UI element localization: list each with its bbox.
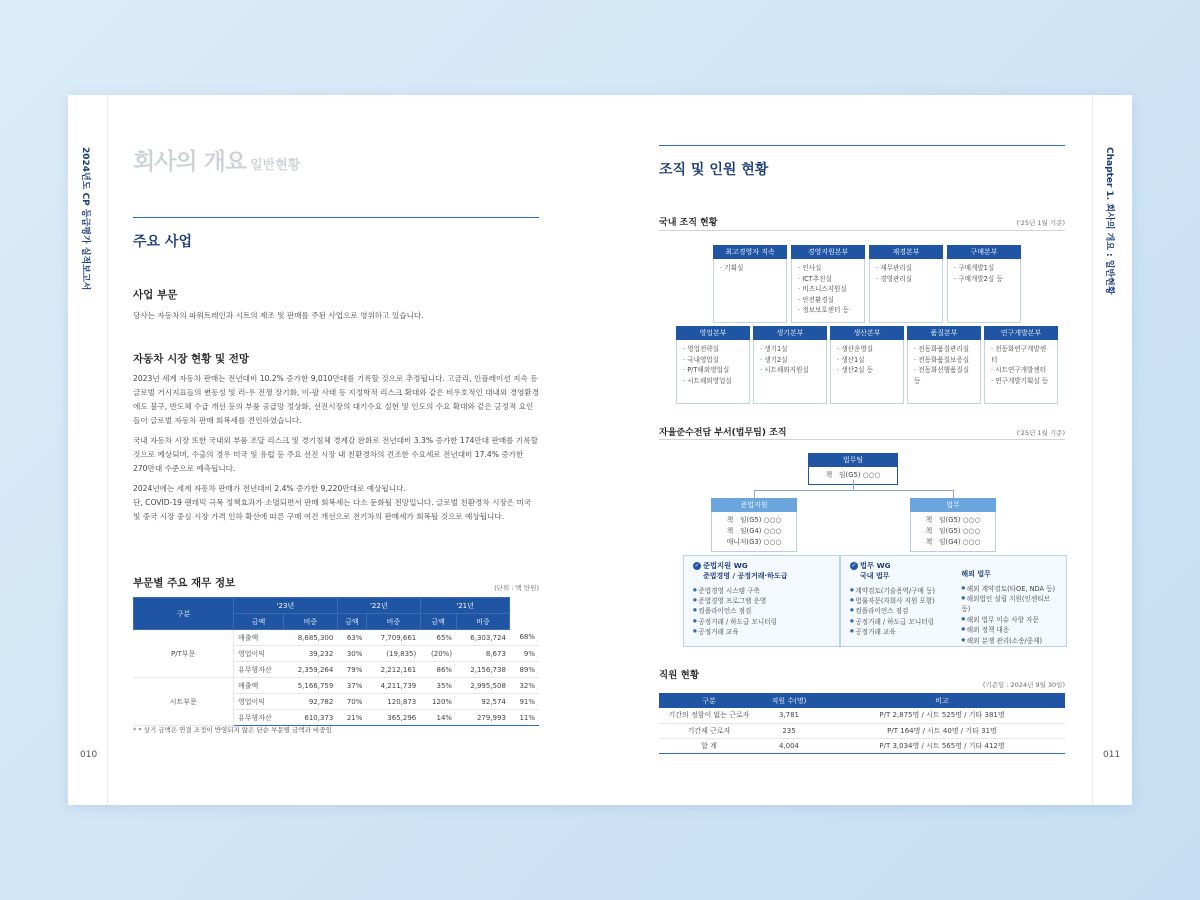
emp-header: 직원 수(명) <box>759 693 819 708</box>
org-unit-item: · 구매개발1실 <box>954 263 1014 274</box>
wg-legal-box <box>840 555 1067 647</box>
wg-domestic <box>850 571 949 646</box>
dept-member: 책 임(G5) ○○○ <box>925 516 981 524</box>
emp-cell: P/T 3,034명 / 시트 565명 / 기타 412명 <box>819 738 1065 753</box>
dept-members <box>910 512 996 552</box>
org-unit-list <box>676 340 750 404</box>
org-unit-list <box>984 340 1058 404</box>
org-unit-list <box>947 259 1021 323</box>
org-unit-item: · 영업전략실 <box>683 344 743 355</box>
wg-task-item: ● 공정거래 / 하도급 모니터링 <box>693 617 830 627</box>
wg-task-item: ● 해외법인 설립 지원(인센티브 등) <box>961 594 1057 615</box>
cp-heading: 자율준수전담 부서(법무팀) 조직 <box>659 428 787 438</box>
wg-task-item: ● 공정거래 / 하도급 모니터링 <box>850 617 949 627</box>
org-unit-item: · 구매개발2실 등 <box>954 274 1014 285</box>
connector-line <box>953 490 954 498</box>
chapter-subtitle: 일반현황 <box>250 158 301 173</box>
org-unit-item: · 생기1실 <box>760 344 820 355</box>
wg-task-item: ● 법률자문(자회사 지원 포함) <box>850 596 949 606</box>
fin-heading: 부문별 주요 재무 정보 <box>133 577 236 589</box>
wg-subtitle: 준법경영 / 공정거래·하도급 <box>703 572 788 581</box>
biz-heading: 사업 부문 <box>133 289 178 301</box>
fin-cell: 91% <box>510 694 539 710</box>
emp-cell: 합 계 <box>659 738 759 753</box>
fin-cell: 68% <box>510 630 539 646</box>
spine-right-label: Chapter 1. 회사의 개요 : 일반현황 <box>1104 147 1114 295</box>
fin-cell: 279,993 <box>456 710 510 726</box>
wg-task-item: ● 컴플라이언스 점검 <box>850 606 949 616</box>
dept-member: 책 임(G4) ○○○ <box>925 538 981 546</box>
page-number-left: 010 <box>80 750 98 760</box>
fin-item-label: 영업이익 <box>234 646 284 662</box>
wg-task-item: ● 해외 계약검토(타OE, NDA 등) <box>961 584 1057 594</box>
fin-cell: 89% <box>510 662 539 678</box>
org-unit-title: 영업본부 <box>676 326 750 340</box>
fin-header-group: 구분 <box>134 598 234 630</box>
fin-cell: 8,673 <box>456 646 510 662</box>
fin-cell: 32% <box>510 678 539 694</box>
org-unit-item: · 비즈니스지원실 <box>798 284 858 295</box>
dept-member: 매니저(G3) ○○○ <box>726 538 782 546</box>
cp-team-member: 책 임(G5) ○○○ <box>808 467 898 485</box>
biz-text: 당사는 자동차의 파워트레인과 시트의 제조 및 판매를 주된 사업으로 영위하고 있습니다. <box>133 311 424 320</box>
fin-cell: 4,211,739 <box>366 678 420 694</box>
dept-title: 법무 <box>910 498 996 512</box>
wg-overseas <box>961 569 1057 646</box>
fin-cell: 2,995,508 <box>456 678 510 694</box>
table-row <box>659 723 1065 738</box>
section-rule <box>133 217 539 218</box>
dept-member: 책 임(G5) ○○○ <box>925 527 981 535</box>
fin-cell: 365,296 <box>366 710 420 726</box>
org-unit-title: 연구개발본부 <box>984 326 1058 340</box>
fin-cell: 86% <box>420 662 456 678</box>
fin-cell: 30% <box>337 646 366 662</box>
report-spread <box>68 95 1132 805</box>
fin-cell: (19,835) <box>366 646 420 662</box>
fin-cell: 9% <box>510 646 539 662</box>
fin-cell: 2,156,738 <box>456 662 510 678</box>
org-unit <box>676 326 750 404</box>
org-unit-title: 구매본부 <box>947 245 1021 259</box>
org-unit-item: · 시트해외영업실 <box>683 376 743 387</box>
org-unit-list <box>869 259 943 323</box>
fin-cell: 39,232 <box>284 646 338 662</box>
wg-legal-columns <box>850 571 1057 646</box>
market-paragraph: 2023년 세계 자동차 판매는 전년대비 10.2% 증가한 9,010만대를 기록할 것으로 추정됩니다. 고금리, 인플레이션 지속 등 글로벌 거시지표들의 변동성 및 러-우 전쟁 장기화, 이-팔 사태 등 지정학적 리스크 확대와 같은 비우호적인 대내외 경영환경에도 불구, 반도체 수급 개선 등의 부품 공급망 정상화, 선진시장의 대기수요 실현 및 인도의 수요 확대와 같은 긍정적 요인들이 글로벌 자동차 판매 회복세를 견인하였습니다. <box>133 374 539 425</box>
org-rule <box>659 230 1065 231</box>
org-unit-item: · 전동화품질관리실 <box>914 344 974 355</box>
org-unit-list <box>907 340 981 404</box>
cp-date: ('25년 1월 기준) <box>1016 429 1065 437</box>
fin-header-ratio: 비중 <box>366 614 420 630</box>
table-row <box>134 678 540 694</box>
org-unit <box>713 245 787 323</box>
org-unit-item: · 정보보호센터 등 <box>798 305 858 316</box>
emp-cell: 235 <box>759 723 819 738</box>
table-row <box>134 630 540 646</box>
fin-cell: 65% <box>420 630 456 646</box>
fin-cell: 8,685,300 <box>284 630 338 646</box>
check-icon: ✓ <box>851 562 857 569</box>
dept-member: 책 임(G4) ○○○ <box>726 527 782 535</box>
org-unit-item: · 재무관리실 <box>876 263 936 274</box>
fin-item-label: 매출액 <box>234 630 284 646</box>
org-unit-item: · 생산운영실 <box>837 344 897 355</box>
wg-task-item: ● 해외 법무 이슈 사항 자문 <box>961 615 1057 625</box>
wg-subtitle: 국내 법무 <box>860 572 890 581</box>
emp-header: 비고 <box>819 693 1065 708</box>
dept-member: 책 임(G5) ○○○ <box>726 516 782 524</box>
fin-cell: 120% <box>420 694 456 710</box>
org-unit-title: 경영지원본부 <box>791 245 865 259</box>
cp-dept-compliance <box>711 498 797 552</box>
org-unit-item: · 생산2실 등 <box>837 365 897 376</box>
dept-title: 준법지원 <box>711 498 797 512</box>
page-number-right: 011 <box>1103 750 1121 760</box>
wg-task-item: ● 공정거래 교육 <box>693 627 830 637</box>
emp-cell: 기간제 근로자 <box>659 723 759 738</box>
emp-cell: 3,781 <box>759 708 819 723</box>
fin-note-text: * 상기 금액은 연결 조정이 반영되지 않은 단순 부문별 금액과 비중임 <box>138 726 332 734</box>
wg-subtitle: 해외 법무 <box>961 570 991 579</box>
fin-header-amount: 금액 <box>337 614 366 630</box>
fin-cell: 92,782 <box>284 694 338 710</box>
section-title-main-business: 주요 사업 <box>133 234 192 250</box>
org-unit <box>791 245 865 323</box>
spine-left-label: 2024년도 CP 등급평가 실적보고서 <box>80 147 90 291</box>
wg-task-item: ● 준법경영 프로그램 운영 <box>693 596 830 606</box>
emp-table-wrap <box>659 693 1065 754</box>
fin-item-label: 유무형자산 <box>234 710 284 726</box>
org-unit-item: · P/T해외영업실 <box>683 365 743 376</box>
fin-cell: 6,303,724 <box>456 630 510 646</box>
market-paragraph: 단, COVID-19 팬데믹 극복 정책효과가 소멸되면서 판매 회복세는 다소 둔화될 전망입니다. 글로벌 친환경차 시장은 미국 및 중국 시장 중심 시장 가격 인하 확산에 따른 구매 여건 개선으로 전기차의 판매세가 회복될 것으로 예상됩니다. <box>133 498 532 521</box>
wg-task-list <box>693 586 830 638</box>
org-unit-list <box>830 340 904 404</box>
right-top-rule <box>659 145 1065 146</box>
wg-task-item: ● 컴플라이언스 점검 <box>693 606 830 616</box>
emp-date: (기준일 : 2024년 9월 30일) <box>982 681 1065 689</box>
fin-cell: 5,166,759 <box>284 678 338 694</box>
cp-team-title: 법무팀 <box>808 453 898 467</box>
fin-header-year: '21년 <box>420 598 510 614</box>
fin-cell: 7,709,661 <box>366 630 420 646</box>
emp-table-body <box>659 708 1065 753</box>
org-unit-title: 최고경영자 직속 <box>713 245 787 259</box>
org-unit-item: · 전동화품질보증실 <box>914 355 974 366</box>
fin-group-label: 시트부문 <box>134 678 234 726</box>
cp-rule <box>659 439 1065 440</box>
wg-task-item: ● 해외 분쟁 관리(소송/중재) <box>961 636 1057 646</box>
fin-header-ratio: 비중 <box>284 614 338 630</box>
org-unit-item: · 기획실 <box>720 263 780 274</box>
wg-task-list <box>961 584 1057 646</box>
financial-table <box>133 597 539 726</box>
market-text <box>133 372 539 524</box>
org-unit-item: · 전동화연구개발센터 <box>991 344 1051 365</box>
fin-unit: (단위 : 백 만원) <box>494 584 539 592</box>
fin-header-ratio: 비중 <box>456 614 510 630</box>
org-unit-title: 재경본부 <box>869 245 943 259</box>
fin-cell: 35% <box>420 678 456 694</box>
fin-header-year: '22년 <box>337 598 420 614</box>
wg-title-text: 법무 WG <box>860 561 891 570</box>
org-unit-list <box>753 340 827 404</box>
wg-task-list <box>850 586 949 638</box>
org-unit <box>907 326 981 404</box>
market-paragraph: 2024년에는 세계 자동차 판매가 전년대비 2.4% 증가한 9,220만대로 예상됩니다. <box>133 484 406 493</box>
wg-task-item: ● 준법경영 시스템 구축 <box>693 586 830 596</box>
org-unit-item: · 생기2실 <box>760 355 820 366</box>
fin-header-amount: 금액 <box>420 614 456 630</box>
emp-header: 구분 <box>659 693 759 708</box>
fin-cell: 63% <box>337 630 366 646</box>
emp-cell: 4,004 <box>759 738 819 753</box>
org-unit-item: · 시트해외지원실 <box>760 365 820 376</box>
org-unit-item: · 안전환경실 <box>798 295 858 306</box>
connector-line <box>853 480 854 490</box>
wg-task-item: ● 계약검토(기술용역/구매 등) <box>850 586 949 596</box>
emp-cell: 기간의 정함이 없는 근로자 <box>659 708 759 723</box>
fin-cell: 11% <box>510 710 539 726</box>
wg-compliance-box <box>683 555 840 647</box>
market-heading: 자동차 시장 현황 및 전망 <box>133 353 250 365</box>
org-unit-list <box>713 259 787 323</box>
fin-cell: 610,373 <box>284 710 338 726</box>
org-unit-item: · 경영관리실 <box>876 274 936 285</box>
org-unit-title: 생산본부 <box>830 326 904 340</box>
fin-cell: (20%) <box>420 646 456 662</box>
emp-cell: P/T 2,875명 / 시트 525명 / 기타 381명 <box>819 708 1065 723</box>
wg-title-text: 준법지원 WG <box>703 561 748 570</box>
org-unit <box>984 326 1058 404</box>
org-heading: 국내 조직 현황 <box>659 218 718 228</box>
org-unit-title: 품질본부 <box>907 326 981 340</box>
dept-members <box>711 512 797 552</box>
org-unit-list <box>791 259 865 323</box>
fin-cell: 14% <box>420 710 456 726</box>
fin-item-label: 영업이익 <box>234 694 284 710</box>
org-unit-item: · 시트연구개발센터 <box>991 365 1051 376</box>
wg-task-item: ● 공정거래 교육 <box>850 627 949 637</box>
fin-item-label: 매출액 <box>234 678 284 694</box>
fin-cell: 120,873 <box>366 694 420 710</box>
fin-item-label: 유무형자산 <box>234 662 284 678</box>
check-icon: ✓ <box>694 562 700 569</box>
fin-table-wrap <box>133 597 539 726</box>
fin-group-label: P/T부문 <box>134 630 234 678</box>
fin-cell: 37% <box>337 678 366 694</box>
employee-table <box>659 693 1065 754</box>
table-row <box>659 738 1065 753</box>
connector-line <box>754 490 755 498</box>
wg-title <box>693 561 830 571</box>
chapter-title: 회사의 개요 <box>133 149 247 175</box>
chapter-header <box>133 143 300 176</box>
fin-header-year: '23년 <box>234 598 338 614</box>
org-unit-item: · 연구개발기획실 등 <box>991 376 1051 387</box>
org-date: ('25년 1월 기준) <box>1016 219 1065 227</box>
org-unit-item: · 전동화선행품질실 등 <box>914 365 974 386</box>
fin-cell: 70% <box>337 694 366 710</box>
emp-heading: 직원 현황 <box>659 670 700 681</box>
org-unit-item: · 국내영업실 <box>683 355 743 366</box>
org-unit-item: · ICT추진실 <box>798 274 858 285</box>
cp-dept-legal <box>910 498 996 552</box>
org-unit <box>753 326 827 404</box>
fin-note: * * 상기 금액은 연결 조정이 반영되지 않은 단순 부문별 금액과 비중임 <box>133 726 332 734</box>
fin-header-amount: 금액 <box>234 614 284 630</box>
wg-task-item: ● 해외 정책 대응 <box>961 625 1057 635</box>
org-unit <box>830 326 904 404</box>
org-unit-title: 생기본부 <box>753 326 827 340</box>
org-unit-item: · 생산1실 <box>837 355 897 366</box>
fin-table-body <box>134 630 540 726</box>
table-row <box>659 708 1065 723</box>
connector-line <box>754 490 954 491</box>
fin-cell: 2,359,264 <box>284 662 338 678</box>
org-unit <box>947 245 1021 323</box>
fin-cell: 92,574 <box>456 694 510 710</box>
emp-cell: P/T 164명 / 시트 40명 / 기타 31명 <box>819 723 1065 738</box>
org-unit-item: · 인사실 <box>798 263 858 274</box>
section-title-org: 조직 및 인원 현황 <box>659 162 769 178</box>
fin-cell: 2,212,161 <box>366 662 420 678</box>
market-paragraph: 국내 자동차 시장 또한 국내외 부품 조달 리스크 및 경기침체 경계감 완화로 전년대비 3.3% 증가한 174만대 판매를 기록할 것으로 예상되며, 수출의 경우 미국 및 유럽 등 주요 선진 시장 내 친환경차의 견조한 수요세로 전년대비 17.4% 증가한 270만대 수준으로 예측됩니다. <box>133 436 538 473</box>
fin-cell: 79% <box>337 662 366 678</box>
org-unit <box>869 245 943 323</box>
fin-cell: 21% <box>337 710 366 726</box>
